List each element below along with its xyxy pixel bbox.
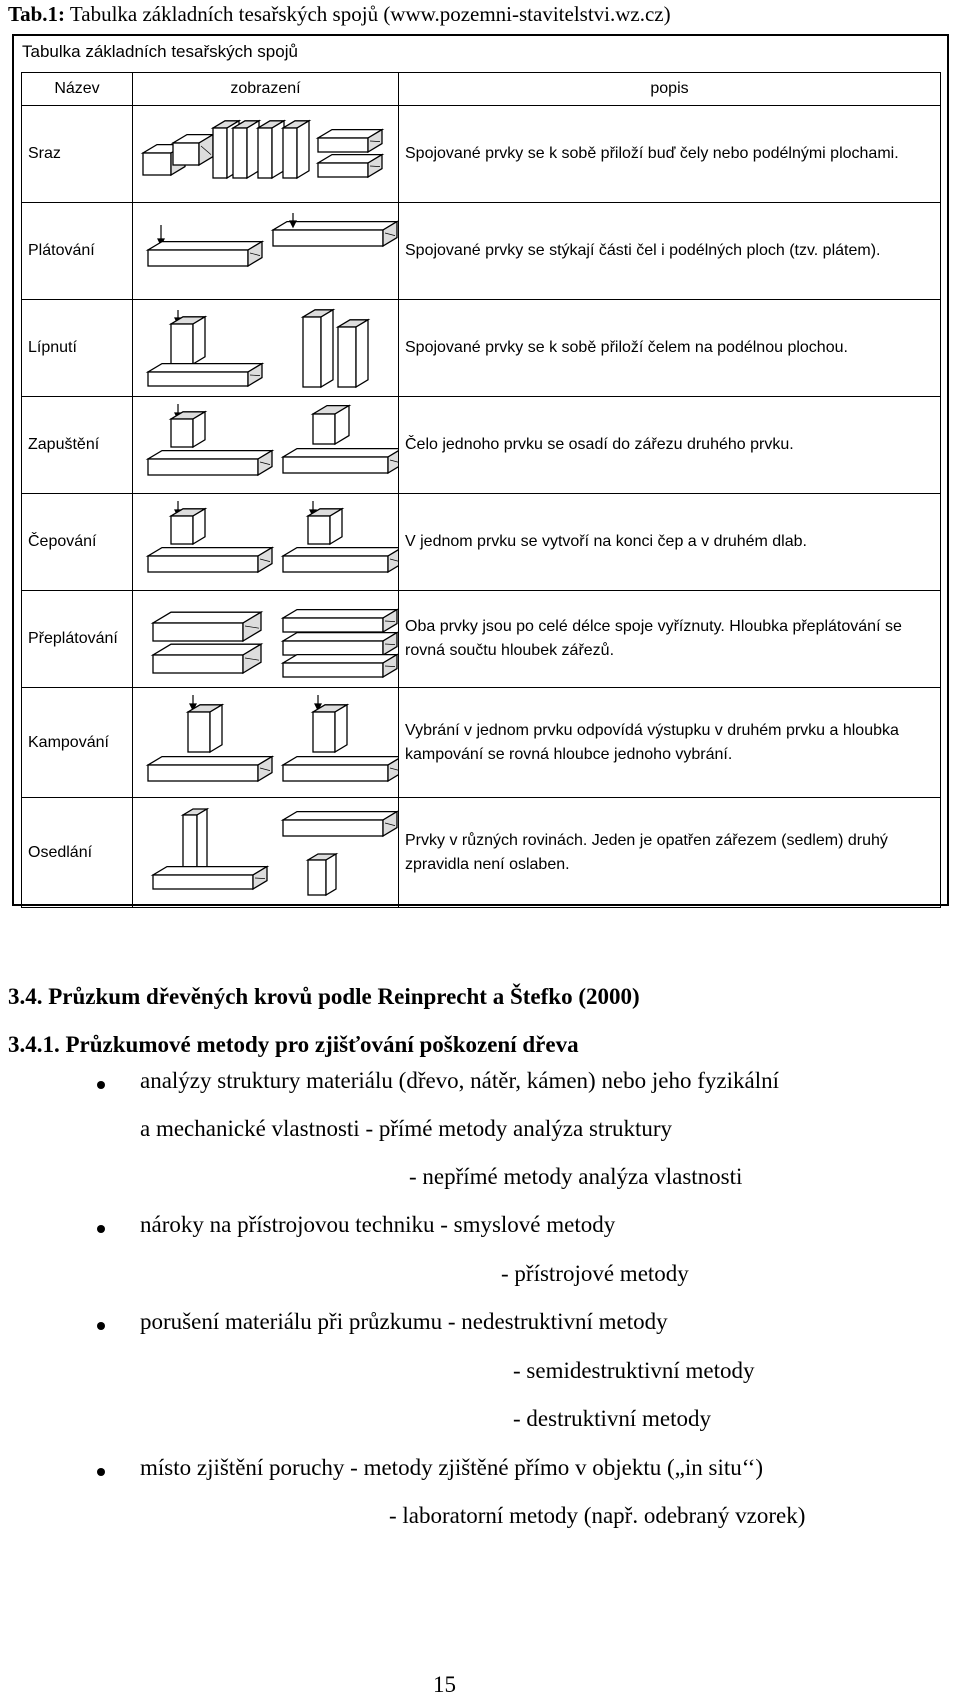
list-item-continuation: - nepřímé metody analýza vlastnosti <box>409 1164 743 1189</box>
joint-description: Vybrání v jednom prvku odpovídá výstupku v druhém prvku a hloubka kampování se rovná hloubce jednoho vybrání. <box>399 688 941 798</box>
joint-description: V jednom prvku se vytvoří na konci čep a v druhém dlab. <box>399 494 941 591</box>
table-row <box>22 397 941 494</box>
joint-name: Čepování <box>22 494 133 591</box>
joint-drawing-svg <box>133 108 398 201</box>
list-item: porušení materiálu při průzkumu - nedestruktivní metody <box>140 1309 668 1334</box>
joint-drawing <box>133 494 399 591</box>
joint-drawing <box>133 203 399 300</box>
bullet-dot <box>97 1468 105 1476</box>
table-row <box>22 203 941 300</box>
joint-drawing-svg <box>133 800 398 906</box>
joint-drawing <box>133 688 399 798</box>
header-name: Název <box>22 73 133 106</box>
table-row <box>22 300 941 397</box>
joint-description: Prvky v různých rovinách. Jeden je opatřen zářezem (sedlem) druhý zpravidla není oslaben. <box>399 798 941 908</box>
joint-drawing <box>133 591 399 688</box>
bullet-dot <box>97 1322 105 1330</box>
joint-name: Sraz <box>22 106 133 203</box>
table-row <box>22 106 941 203</box>
joint-drawing-svg <box>133 496 398 589</box>
joint-description: Spojované prvky se k sobě přiloží buď čely nebo podélnými plochami. <box>399 106 941 203</box>
joint-description: Oba prvky jsou po celé délce spoje vyříznuty. Hloubka přeplátování se rovná součtu hloubek zářezů. <box>399 591 941 688</box>
table-header-row <box>22 73 941 106</box>
joint-name: Plátování <box>22 203 133 300</box>
header-image: zobrazení <box>133 73 399 106</box>
list-item: místo zjištění poruchy - metody zjištěné přímo v objektu („in situ‘‘) <box>140 1455 763 1480</box>
header-desc: popis <box>399 73 941 106</box>
table-caption <box>8 2 671 27</box>
table-row <box>22 798 941 908</box>
joint-drawing <box>133 397 399 494</box>
list-item-continuation: - přístrojové metody <box>501 1261 689 1286</box>
joint-drawing-svg <box>133 302 398 395</box>
joint-drawing-svg <box>133 205 398 298</box>
subsection-heading: 3.4.1. Průzkumové metody pro zjišťování poškození dřeva <box>8 1032 579 1057</box>
joints-table <box>21 72 941 908</box>
joint-description: Spojované prvky se k sobě přiloží čelem na podélnou plochou. <box>399 300 941 397</box>
list-item-continuation: - destruktivní metody <box>513 1406 712 1431</box>
caption-text: Tabulka základních tesařských spojů (www.pozemni-stavitelstvi.wz.cz) <box>65 2 671 26</box>
joint-drawing <box>133 798 399 908</box>
joint-drawing-svg <box>133 593 398 686</box>
table-body <box>22 106 941 908</box>
table-row <box>22 494 941 591</box>
list-item: nároky na přístrojovou techniku - smyslové metody <box>140 1212 616 1237</box>
joint-drawing <box>133 300 399 397</box>
bullet-dot <box>97 1225 105 1233</box>
joint-description: Spojované prvky se stýkají části čel i podélných ploch (tzv. plátem). <box>399 203 941 300</box>
figure-title: Tabulka základních tesařských spojů <box>22 42 298 61</box>
caption-label: Tab.1: <box>8 2 66 26</box>
list-item-continuation: a mechanické vlastnosti - přímé metody analýza struktury <box>140 1116 673 1141</box>
joint-name: Kampování <box>22 688 133 798</box>
joint-name: Zapuštění <box>22 397 133 494</box>
joint-drawing-svg <box>133 399 398 492</box>
bullet-dot <box>97 1081 105 1089</box>
joint-drawing-svg <box>133 690 398 796</box>
list-item-continuation: - laboratorní metody (např. odebraný vzorek) <box>389 1503 806 1528</box>
joint-name: Osedlání <box>22 798 133 908</box>
joint-name: Přeplátování <box>22 591 133 688</box>
joint-name: Lípnutí <box>22 300 133 397</box>
table-row <box>22 591 941 688</box>
list-item: analýzy struktury materiálu (dřevo, nátěr, kámen) nebo jeho fyzikální <box>140 1068 780 1093</box>
section-heading: 3.4. Průzkum dřevěných krovů podle Reinprecht a Štefko (2000) <box>8 984 640 1009</box>
joints-table-figure <box>12 34 949 906</box>
joint-drawing <box>133 106 399 203</box>
page-number: 15 <box>433 1672 456 1697</box>
joint-description: Čelo jednoho prvku se osadí do zářezu druhého prvku. <box>399 397 941 494</box>
table-row <box>22 688 941 798</box>
list-item-continuation: - semidestruktivní metody <box>513 1358 755 1383</box>
